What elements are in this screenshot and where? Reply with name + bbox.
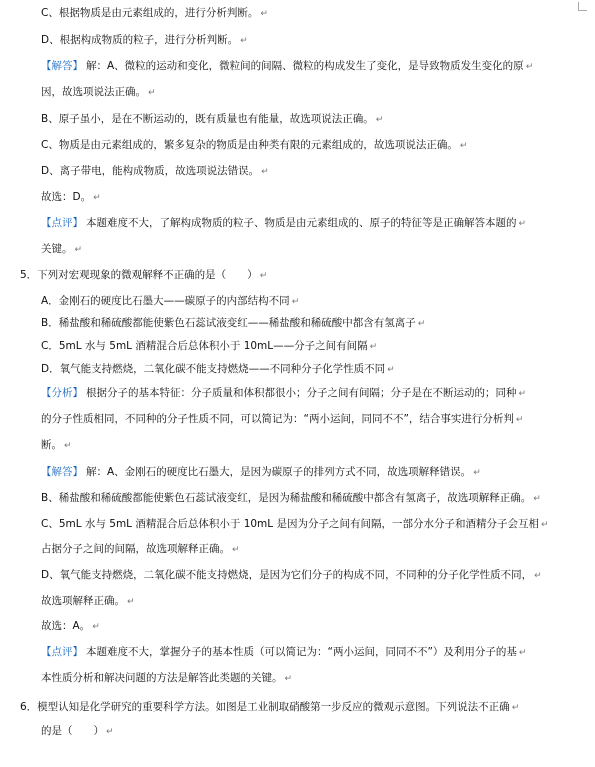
paragraph-mark-icon: ↵ xyxy=(127,597,135,607)
text-line xyxy=(41,412,523,427)
page-corner-mark xyxy=(578,2,587,11)
line-text: C、根据物质是由元素组成的，进行分析判断。 xyxy=(41,7,259,19)
paragraph-mark-icon: ↵ xyxy=(260,9,268,19)
text-line xyxy=(41,85,156,100)
text-line xyxy=(41,594,135,609)
line-text: 根据分子的基本特征：分子质量和体积都很小；分子之间有间隔；分子是在不断运动的；同种 xyxy=(86,387,517,399)
text-line xyxy=(41,112,383,127)
line-text: 故选项解释正确。 xyxy=(41,595,125,607)
section-tag: 【解答】 xyxy=(41,466,83,478)
section-tag: 【点评】 xyxy=(41,646,83,658)
paragraph-mark-icon: ↵ xyxy=(106,727,114,737)
paragraph-mark-icon: ↵ xyxy=(459,141,468,151)
line-text: B、稀盐酸和稀硫酸都能使紫色石蕊试液变红，是因为稀盐酸和稀硫酸中都含有氢离子，故选项解释正确。 xyxy=(41,492,532,504)
line-text: 的是（ ） xyxy=(41,725,104,737)
line-text: 解：A、微粒的运动和变化，微粒间的间隔、微粒的构成发生了变化，是导致物质发生变化的原 xyxy=(86,60,524,72)
paragraph-mark-icon: ↵ xyxy=(232,545,240,555)
paragraph-mark-icon: ↵ xyxy=(515,415,524,425)
text-line xyxy=(41,294,299,309)
text-line xyxy=(41,465,481,480)
paragraph-mark-icon: ↵ xyxy=(518,389,527,399)
text-line xyxy=(41,339,377,354)
paragraph-mark-icon: ↵ xyxy=(259,271,268,281)
line-text: D、根据构成物质的粒子，进行分析判断。 xyxy=(41,34,239,46)
line-text: 故选：A。 xyxy=(41,620,91,632)
text-line xyxy=(41,438,72,453)
paragraph-mark-icon: ↵ xyxy=(518,648,527,658)
paragraph-mark-icon: ↵ xyxy=(240,36,248,46)
line-text: 本题难度不大，掌握分子的基本性质（可以简记为：“两小运间，同同不不”）及利用分子的基 xyxy=(86,646,517,658)
text-line xyxy=(20,700,519,715)
line-text: B、原子虽小，是在不断运动的，既有质量也有能量，故选项说法正确。 xyxy=(41,113,374,125)
paragraph-mark-icon: ↵ xyxy=(534,571,542,581)
text-line xyxy=(41,568,542,583)
paragraph-mark-icon: ↵ xyxy=(387,365,395,375)
text-line xyxy=(41,6,268,21)
paragraph-mark-icon: ↵ xyxy=(291,297,300,307)
line-text: D、氧气能支持燃烧，二氧化碳不能支持燃烧，是因为它们分子的构成不同，不同种的分子化学性质不同， xyxy=(41,569,533,581)
text-line xyxy=(41,190,101,205)
text-line xyxy=(41,517,549,532)
paragraph-mark-icon: ↵ xyxy=(540,520,549,530)
text-line xyxy=(41,316,425,331)
text-line xyxy=(41,33,248,48)
text-line xyxy=(41,386,526,401)
text-line xyxy=(41,59,533,74)
line-text: 占据分子之间的间隔，故选项解释正确。 xyxy=(41,543,230,555)
line-text: 的分子性质相同，不同种的分子性质不同，可以简记为：“两小运间，同同不不”，结合事实进行分析判 xyxy=(41,413,514,425)
paragraph-mark-icon: ↵ xyxy=(64,441,72,451)
line-text: C、5mL 水与 5mL 酒精混合后总体积小于 10mL 是因为分子之间有间隔，一部分水分子和酒精分子会互相 xyxy=(41,518,539,530)
line-text: C、物质是由元素组成的，繁多复杂的物质是由种类有限的元素组成的，故选项说法正确。 xyxy=(41,139,458,151)
text-line xyxy=(20,268,267,283)
section-tag: 【点评】 xyxy=(41,217,83,229)
paragraph-mark-icon: ↵ xyxy=(375,115,384,125)
line-text: D、离子带电，能构成物质，故选项说法错误。 xyxy=(41,165,260,177)
line-text: 关键。 xyxy=(41,243,73,255)
paragraph-mark-icon: ↵ xyxy=(417,319,426,329)
paragraph-mark-icon: ↵ xyxy=(518,219,527,229)
text-line xyxy=(41,724,114,739)
text-line xyxy=(41,645,526,660)
paragraph-mark-icon: ↵ xyxy=(93,193,101,203)
paragraph-mark-icon: ↵ xyxy=(525,62,534,72)
text-line xyxy=(41,491,541,506)
section-tag: 【分析】 xyxy=(41,387,83,399)
text-line xyxy=(41,138,467,153)
text-line xyxy=(41,216,526,231)
line-text: 解：A、金刚石的硬度比石墨大，是因为碳原子的排列方式不同，故选项解释错误。 xyxy=(86,466,472,478)
line-text: B．稀盐酸和稀硫酸都能使紫色石蕊试液变红——稀盐酸和稀硫酸中都含有氢离子 xyxy=(41,317,416,329)
line-text: 5．下列对宏观现象的微观解释不正确的是（ ） xyxy=(20,269,258,281)
line-text: 6．模型认知是化学研究的重要科学方法。如图是工业制取硝酸第一步反应的微观示意图。下列说法不正确 xyxy=(20,701,510,713)
paragraph-mark-icon: ↵ xyxy=(284,674,293,684)
paragraph-mark-icon: ↵ xyxy=(261,167,269,177)
paragraph-mark-icon: ↵ xyxy=(533,494,541,504)
paragraph-mark-icon: ↵ xyxy=(369,342,378,352)
paragraph-mark-icon: ↵ xyxy=(92,622,100,632)
paragraph-mark-icon: ↵ xyxy=(74,245,83,255)
line-text: 断。 xyxy=(41,439,62,451)
text-line xyxy=(41,542,240,557)
text-line xyxy=(41,242,82,257)
line-text: C．5mL 水与 5mL 酒精混合后总体积小于 10mL——分子之间有间隔 xyxy=(41,340,368,352)
line-text: A．金刚石的硬度比石墨大——碳原子的内部结构不同 xyxy=(41,295,290,307)
line-text: D．氧气能支持燃烧，二氧化碳不能支持燃烧——不同种分子化学性质不同 xyxy=(41,363,386,375)
text-line xyxy=(41,362,395,377)
line-text: 本题难度不大，了解构成物质的粒子、物质是由元素组成的、原子的特征等是正确解答本题的 xyxy=(86,217,517,229)
paragraph-mark-icon: ↵ xyxy=(473,468,481,478)
paragraph-mark-icon: ↵ xyxy=(511,703,520,713)
line-text: 故选：D。 xyxy=(41,191,92,203)
text-line xyxy=(41,164,269,179)
text-line xyxy=(41,619,100,634)
text-line xyxy=(41,671,292,686)
line-text: 本性质分析和解决问题的方法是解答此类题的关键。 xyxy=(41,672,283,684)
line-text: 因，故选项说法正确。 xyxy=(41,86,146,98)
paragraph-mark-icon: ↵ xyxy=(148,88,156,98)
section-tag: 【解答】 xyxy=(41,60,83,72)
